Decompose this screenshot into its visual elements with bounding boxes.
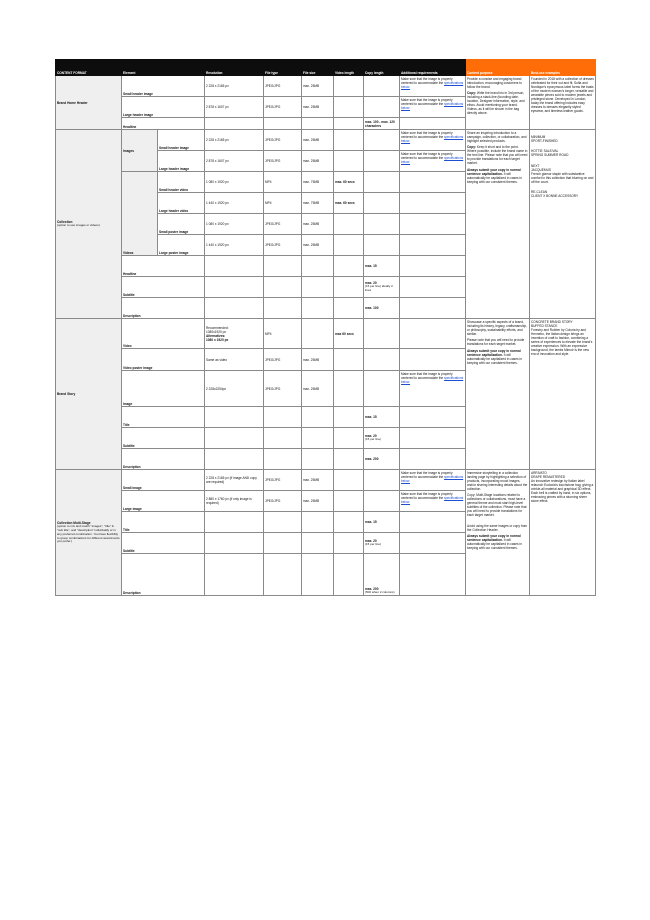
table-row: Subtitle max. 20 (15 per line) [56,533,596,554]
element-label: Small header image [122,76,205,97]
table-row: Description max. 200 [56,449,596,470]
col-element: Element [122,60,205,76]
example-brand-story: CONCRETE BRAND STORY BUFFED STANCE Forestry and Rubber by Coloria by and Hennebo, the Italian design brings an invention of craft to fashion, combining a series of experiences to elevate the brand's creative expression. With an expressive background, the lambs Mimoir is the new era of innovation and style. [530,319,596,470]
col-copylength: Copy length [364,60,400,76]
table-row: Image 2 228x2254px JPEG/JPG max. 25MB Make sure that the image is properly centered to accommodate the specifications below. [56,371,596,407]
col-additional: Additional requirements [400,60,466,76]
table-row: Small poster image 1 080 x 1920 px JPEG/JPG max. 25MB [56,214,596,235]
content-format-table [55,59,596,596]
table-row: Title max. 15 [56,512,596,533]
example-multistage: ARRIVATO DRAPE REMASTERED An innovative redesign by Italian label relaunch Eudoxia's touchstone bag, giving a crinkle-all material and graphical 3D effect. Each bell is crafted by hand, in six options, embracing pieces with a stunning sheer stone effect. [530,470,596,596]
purpose-collection: Share an inspiring introduction to a campaign, collection, or collaboration, and highlight selected products. Copy: Keep it short and to the point. Where possible, include the brand name in the text line. Please note that you will need to provide translations for each target market. Always submit your copy in normal sentence capitalization. It will automatically be capitalized in cases in keeping with our consistent themes. [466,130,530,319]
table-row: Subtitle max. 20 (15 per line) [56,428,596,449]
additional-requirement: Make sure that the image is properly centered to accommodate the specifications below. [400,76,466,97]
specifications-link[interactable]: specifications below. [401,80,464,89]
header-row [56,60,596,76]
purpose-brand-header: Provide a concise and engaging brand introduction, encouraging customers to follow the brand. Copy: Write the brand bio in 3rd person, including a stack-line (founding date, location, Designer information, style, and ethos. Avoid mentioning your brand. Videos, as it will be shown in the bag directly above. [466,76,530,130]
videos-group: Videos [122,172,158,256]
col-filetype: File type [264,60,302,76]
col-filesize: File size [302,60,334,76]
col-resolution: Resolution [205,60,264,76]
format-multistage: Collection Multi-Stage (option to mix and match "images", "title" & "sub title", and "description" individually or in any preferred combination. You have flexibility to group combinations for different assortments you prefer.) [56,470,122,596]
table-row: Description max. 100 [56,298,596,319]
purpose-brand-story: Showcase a specific aspects of a brand, including its history, legacy, craftsmanship, or philosophy, sustainability efforts, and similar. Please note that you will need to provide translations for each target market. Always submit your copy in normal sentence capitalization. It will automatically be capitalized in cases in keeping with our consistent themes. [466,319,530,470]
table-row: Title max. 15 [56,407,596,428]
table-row: Video poster image Same as video JPEG/JPG max. 25MB [56,349,596,371]
table-row: Headline max. 100 - max. 120 characters [56,118,596,130]
col-best-examples: Best-use examples [530,60,596,76]
col-content-purpose: Content purpose [466,60,530,76]
images-group: Images [122,130,158,172]
table-row: Collection Multi-Stage (option to mix and match "images", "title" & "sub title", and "description" individually or in any preferred combination. You have flexibility to group combinations for different assortments you prefer.) Small image 2 228 x 2165 px (if image AND copy are required) JPEG/JPG max. 25MB Make sure that the image is properly centered to accommodate the specifications below. Immersive storytelling in a collection landing page by highlighting a selection of products, incorporating mood images, and/or sharing interesting details about the collection. Copy: Multi-Stage locations related to collections or collaborations, must have a general theme and must start high-level subtitles of the collection. Please note that you will need to provide translations for each target market. Avoid using the same images or copy from the Collection Header. Always submit your copy in normal sentence capitalization. It will automatically be capitalized in cases in keeping with our consistent themes. ARRIVATO DRAPE REMASTERED An innovative redesign by Italian label relaunch Eudoxia's touchstone bag, giving a crinkle-all material and graphical 3D effect. Each bell is crafted by hand, in six options, embracing pieces with a stunning sheer stone effect. [56,470,596,491]
table-row: Large header image 2 878 x 1607 px JPEG/JPG max. 25MB Make sure that the image is properly centered to accommodate the specifications below. [56,97,596,118]
table-row: Collection (option to use images or videos) Images Small header image 2 228 x 2165 px JPEG/JPG max. 25MB Make sure that the image is properly centered to accommodate the specifications below. Share an inspiring introduction to a campaign, collection, or collaboration, and highlight selected products. Copy: Keep it short and to the point. Where possible, include the brand name in the text line. Please note that you will need to provide translations for each target market. Always submit your copy in normal sentence capitalization. It will automatically be capitalized in cases in keeping with our consistent themes. MINIMUM SPORT-FINISHED HOTTIE SALE/VAL SPRING SUMMER ROAD NEXT JACQUEMUS French glamor staple with substantive comfort in this collection that blurring on and off the court. RE-CLEAN CLIENT X BONNE ACCESSORY [56,130,596,151]
table-row: Large image 2 880 x 1760 px (if only image is required) JPEG/JPG max. 25MB Make sure that the image is properly centered to accommodate the specifications below. [56,491,596,512]
purpose-multistage: Immersive storytelling in a collection landing page by highlighting a selection of products, incorporating mood images, and/or sharing interesting details about the collection. Copy: Multi-Stage locations related to collections or collaborations, must have a general theme and must start high-level subtitles of the collection. Please note that you will need to provide translations for each target market. Avoid using the same images or copy from the Collection Header. Always submit your copy in normal sentence capitalization. It will automatically be capitalized in cases in keeping with our consistent themes. [466,470,530,596]
format-brand-header: Brand Home Header [56,76,122,130]
col-videolength: Video length [334,60,364,76]
table-row: Large header video 1 440 x 1920 px MP4 max. 75MB max. 60 secs [56,193,596,214]
example-collection: MINIMUM SPORT-FINISHED HOTTIE SALE/VAL SPRING SUMMER ROAD NEXT JACQUEMUS French glamor staple with substantive comfort in this collection that blurring on and off the court. RE-CLEAN CLIENT X BONNE ACCESSORY [530,130,596,319]
format-brand-story: Brand Story [56,319,122,470]
table-row: Videos Small header video 1 080 x 1920 px MP4 max. 75MB max. 60 secs [56,172,596,193]
example-brand-header: Founded in 2018 with a collection of dresses celebrated for their cut and fit, Sofia and Nordique's eponymous label forms the basis of the modern woman's longer, versatile and wearable pieces sold to modern jewels and privileged stone. Developed in London, today the brand offering includes easy dresses to dresses elegantly styled eyewear, and timeless leather goods. [530,76,596,130]
table-row: Brand Home Header Small header image 2 228 x 2165 px JPEG/JPG max. 25MB Make sure that the image is properly centered to accommodate the specifications below. Provide a concise and engaging brand introduction, encouraging customers to follow the brand. Copy: Write the brand bio in 3rd person, including a stack-line (founding date, location, Designer information, style, and ethos. Avoid mentioning your brand. Videos, as it will be shown in the bag directly above. Founded in 2018 with a collection of dresses celebrated for their cut and fit, Sofia and Nordique's eponymous label forms the basis of the modern woman's longer, versatile and wearable pieces sold to modern jewels and privileged stone. Developed in London, today the brand offering includes easy dresses to dresses elegantly styled eyewear, and timeless leather goods. [56,76,596,97]
table-row: Large poster image 1 440 x 1920 px JPEG/JPG max. 25MB [56,235,596,256]
col-format: CONTENT FORMAT [56,60,122,76]
table-row: Headline max. 15 [56,256,596,277]
format-collection: Collection (option to use images or videos) [56,130,122,319]
table-row: Large header image 2 878 x 1607 px JPEG/JPG max. 25MB Make sure that the image is properly centered to accommodate the specifications below. [56,151,596,172]
table-row: Brand Story Video Recommended: 1080x1920 px Alternatives: 1080 x 1920 px MP4 max 60 secs Showcase a specific aspects of a brand, including its history, legacy, craftsmanship, or philosophy, sustainability efforts, and similar. Please note that you will need to provide translations for each target market. Always submit your copy in normal sentence capitalization. It will automatically be capitalized in cases in keeping with our consistent themes. CONCRETE BRAND STORY BUFFED STANCE Forestry and Rubber by Coloria by and Hennebo, the Italian design brings an invention of craft to fashion, combining a series of experiences to elevate the brand's creative expression. With an expressive background, the lambs Mimoir is the new era of innovation and style. [56,319,596,349]
table-row: Description max. 200 (500 when 2 columns) [56,554,596,596]
table-row: Subtitle max. 20 (15 per line) ideally 2 lines [56,277,596,298]
